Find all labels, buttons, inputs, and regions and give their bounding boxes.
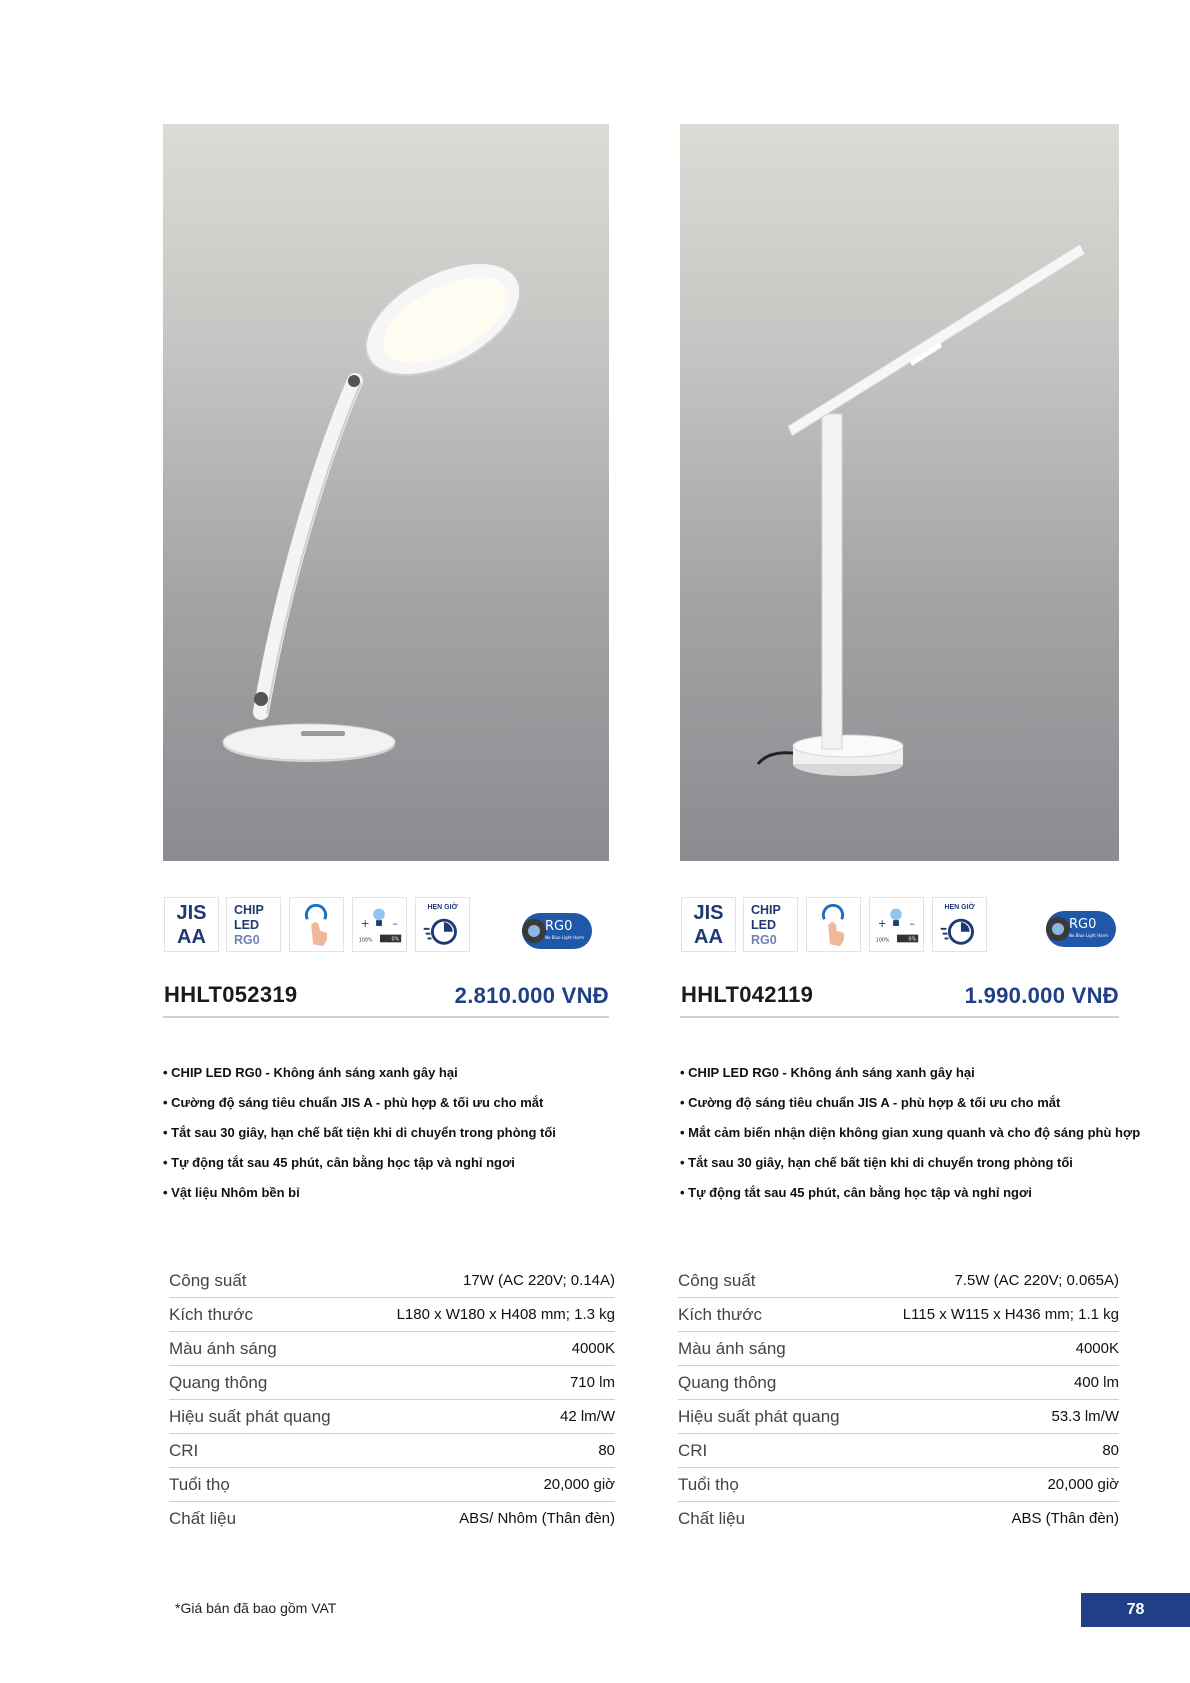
spec-value: 20,000 giờ <box>867 1468 1119 1502</box>
svg-text:–: – <box>392 917 398 930</box>
rg0-logo-subtitle: No Blue Light Harm <box>1069 933 1109 938</box>
led-text: LED <box>234 918 259 932</box>
touch-icon <box>289 897 344 952</box>
spec-value: L115 x W115 x H436 mm; 1.1 kg <box>867 1298 1119 1332</box>
touch-icon <box>806 897 861 952</box>
rg0-text: RG0 <box>751 933 777 947</box>
spec-label: Chất liệu <box>678 1508 746 1528</box>
price: 2.810.000 VNĐ <box>454 983 609 1008</box>
spec-label: Hiệu suất phát quang <box>678 1400 867 1434</box>
desk-lamp-round-image <box>163 124 609 861</box>
dimmer-icon <box>352 897 407 952</box>
feature-badges <box>163 897 609 953</box>
chip-led-badge <box>226 897 281 952</box>
dim-high-label: 100% <box>358 938 373 944</box>
svg-text:+: + <box>360 917 370 930</box>
feature-item: • Tự động tắt sau 45 phút, cân bằng học tập và nghỉ ngơi <box>680 1183 1119 1213</box>
spec-row <box>169 1264 615 1298</box>
spec-row <box>678 1264 1119 1298</box>
spec-row <box>678 1434 1119 1468</box>
feature-item: • Vật liệu Nhôm bền bỉ <box>163 1183 609 1213</box>
spec-value: 4000K <box>359 1332 615 1366</box>
spec-label: Kích thước <box>169 1298 359 1332</box>
feature-item: • Cường độ sáng tiêu chuẩn JIS A - phù hợp & tối ưu cho mắt <box>680 1093 1119 1123</box>
spec-value: L180 x W180 x H408 mm; 1.3 kg <box>359 1298 615 1332</box>
spec-label: CRI <box>169 1434 359 1468</box>
spec-value: ABS/ Nhôm (Thân đèn) <box>459 1510 615 1527</box>
spec-value: ABS (Thân đèn) <box>1011 1510 1119 1527</box>
spec-value: 4000K <box>867 1332 1119 1366</box>
feature-item: • Mắt cảm biến nhận diện không gian xung quanh và cho độ sáng phù hợp <box>680 1123 1119 1153</box>
feature-item: • Tự động tắt sau 45 phút, cân bằng học tập và nghỉ ngơi <box>163 1153 609 1183</box>
vat-footnote: *Giá bán đã bao gồm VAT <box>175 1600 337 1616</box>
spec-row <box>678 1468 1119 1502</box>
feature-list <box>163 1063 609 1213</box>
spec-row <box>678 1400 1119 1434</box>
spec-label: Màu ánh sáng <box>169 1332 359 1366</box>
jis-aa-badge <box>164 897 219 952</box>
rg0-logo-icon <box>520 911 594 951</box>
timer-icon <box>415 897 470 952</box>
spec-label: Tuổi thọ <box>169 1468 359 1502</box>
dim-low-label: 0% <box>908 937 917 943</box>
desk-lamp-bar-image <box>680 124 1119 861</box>
chip-text: CHIP <box>751 903 781 917</box>
spec-value: 17W (AC 220V; 0.14A) <box>359 1264 615 1298</box>
product-header <box>163 978 609 1018</box>
spec-row <box>169 1332 615 1366</box>
spec-row <box>169 1468 615 1502</box>
spec-row <box>678 1332 1119 1366</box>
feature-list <box>680 1063 1141 1213</box>
timer-label: HẸN GIỜ <box>427 904 458 911</box>
spec-row <box>169 1502 615 1536</box>
spec-label: Hiệu suất phát quang <box>169 1400 359 1434</box>
dim-high-label: 100% <box>875 938 890 944</box>
product-header <box>680 978 1119 1018</box>
spec-value: 710 lm <box>359 1366 615 1400</box>
spec-table <box>678 1264 1119 1535</box>
feature-item: • CHIP LED RG0 - Không ánh sáng xanh gây hại <box>163 1063 609 1093</box>
spec-value: 20,000 giờ <box>359 1468 615 1502</box>
feature-item: • Tắt sau 30 giây, hạn chế bất tiện khi di chuyển trong phòng tối <box>163 1123 609 1153</box>
spec-value: 400 lm <box>867 1366 1119 1400</box>
spec-value: 80 <box>359 1434 615 1468</box>
rg0-logo-title: RG0 <box>1069 917 1097 932</box>
dimmer-icon <box>869 897 924 952</box>
rg0-text: RG0 <box>234 933 260 947</box>
spec-label: Tuổi thọ <box>678 1468 867 1502</box>
feature-item: • Cường độ sáng tiêu chuẩn JIS A - phù hợp & tối ưu cho mắt <box>163 1093 609 1123</box>
feature-item: • CHIP LED RG0 - Không ánh sáng xanh gây hại <box>680 1063 1119 1093</box>
spec-row <box>678 1298 1119 1332</box>
timer-label: HẸN GIỜ <box>944 904 975 911</box>
chip-led-badge <box>743 897 798 952</box>
spec-value: 80 <box>867 1434 1119 1468</box>
aa-text: AA <box>177 926 206 948</box>
led-text: LED <box>751 918 776 932</box>
rg0-logo-subtitle: No Blue Light Harm <box>545 935 585 940</box>
svg-text:+: + <box>877 917 887 930</box>
aa-text: AA <box>694 926 723 948</box>
spec-value: 53.3 lm/W <box>867 1400 1119 1434</box>
chip-text: CHIP <box>234 903 264 917</box>
page-number-box <box>1081 1593 1190 1627</box>
spec-value: 42 lm/W <box>359 1400 615 1434</box>
svg-text:–: – <box>909 917 915 930</box>
spec-row <box>169 1400 615 1434</box>
spec-row <box>678 1502 1119 1536</box>
model-code: HHLT042119 <box>681 982 814 1007</box>
spec-row <box>169 1366 615 1400</box>
spec-label: Màu ánh sáng <box>678 1332 867 1366</box>
jis-text: JIS <box>176 902 207 924</box>
product-photo <box>163 124 609 861</box>
product-photo <box>680 124 1119 861</box>
spec-row <box>169 1298 615 1332</box>
spec-label: Quang thông <box>169 1366 359 1400</box>
jis-text: JIS <box>693 902 724 924</box>
spec-label: Kích thước <box>678 1298 867 1332</box>
dim-low-label: 0% <box>391 937 400 943</box>
rg0-logo-icon <box>1044 909 1118 949</box>
price: 1.990.000 VNĐ <box>964 983 1119 1008</box>
spec-label: Công suất <box>169 1264 359 1298</box>
spec-label: Chất liệu <box>169 1508 237 1528</box>
spec-row <box>169 1434 615 1468</box>
model-code: HHLT052319 <box>164 982 298 1007</box>
spec-label: Quang thông <box>678 1366 867 1400</box>
spec-value: 7.5W (AC 220V; 0.065A) <box>867 1264 1119 1298</box>
feature-item: • Tắt sau 30 giây, hạn chế bất tiện khi di chuyển trong phòng tối <box>680 1153 1119 1183</box>
feature-badges <box>680 897 1119 953</box>
spec-label: Công suất <box>678 1264 867 1298</box>
timer-icon <box>932 897 987 952</box>
rg0-logo-title: RG0 <box>545 919 573 934</box>
page-number: 78 <box>1126 1601 1145 1618</box>
spec-table <box>169 1264 615 1535</box>
jis-aa-badge <box>681 897 736 952</box>
spec-row <box>678 1366 1119 1400</box>
spec-label: CRI <box>678 1434 867 1468</box>
